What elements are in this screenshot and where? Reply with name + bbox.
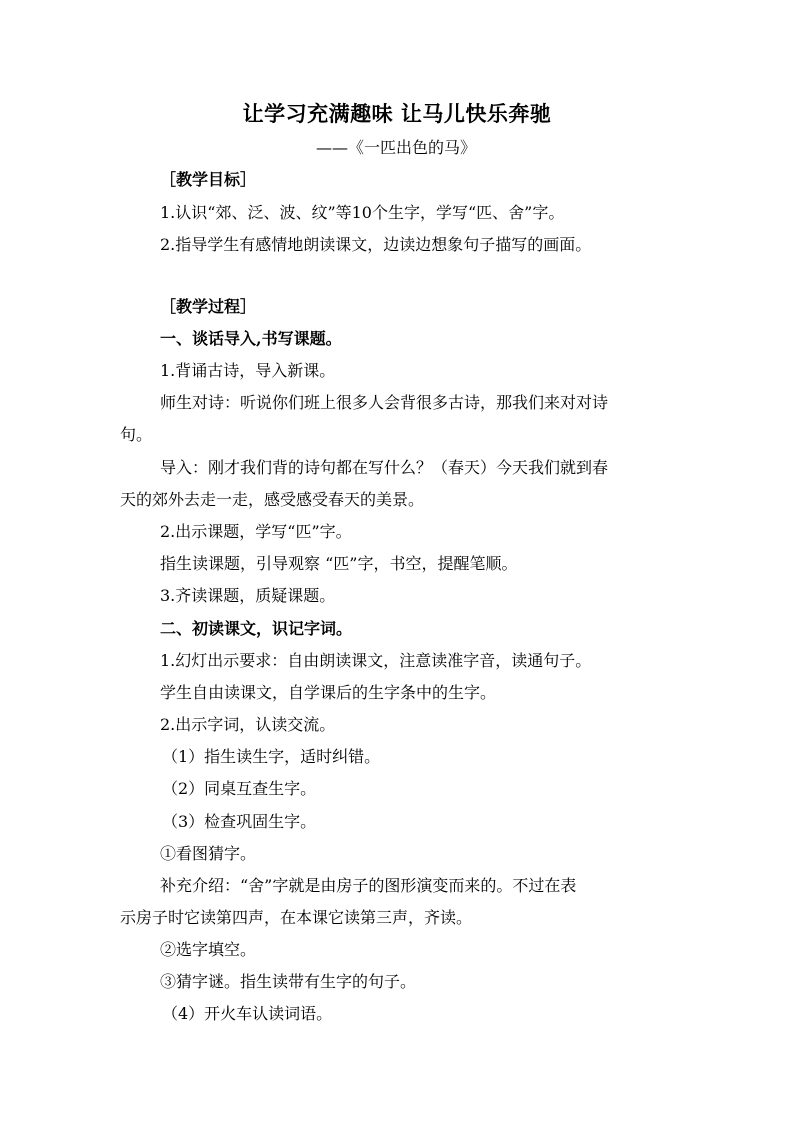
page-subtitle: ——《一匹出色的马》 bbox=[316, 138, 477, 157]
paragraph: 师生对诗：听说你们班上很多人会背很多古诗，那我们来对对诗 bbox=[160, 393, 609, 412]
paragraph: ②选字填空。 bbox=[160, 940, 257, 959]
paragraph: （4）开火车认读词语。 bbox=[162, 1004, 333, 1023]
paragraph: （3）检查巩固生字。 bbox=[162, 812, 317, 831]
paragraph: 学生自由读课文，自学课后的生字条中的生字。 bbox=[160, 683, 497, 702]
paragraph: 指生读课题，引导观察 “匹”字，书空，提醒笔顺。 bbox=[160, 554, 518, 573]
paragraph: 天的郊外去走一走，感受感受春天的美景。 bbox=[120, 490, 425, 509]
paragraph: 导入：刚才我们背的诗句都在写什么？（春天）今天我们就到春 bbox=[160, 458, 609, 477]
paragraph: 句。 bbox=[120, 425, 153, 444]
paragraph: 1.背诵古诗，导入新课。 bbox=[160, 361, 336, 380]
goals-heading: ［教学目标］ bbox=[160, 170, 257, 189]
paragraph: （2）同桌互查生字。 bbox=[162, 779, 317, 798]
paragraph: 示房子时它读第四声，在本课它读第三声，齐读。 bbox=[120, 908, 473, 927]
section-heading: 二、初读课文，识记字词。 bbox=[160, 619, 353, 638]
paragraph: ①看图猜字。 bbox=[160, 844, 257, 863]
process-heading: ［教学过程］ bbox=[160, 297, 257, 316]
goal-item: 2.指导学生有感情地朗读课文，边读边想象句子描写的画面。 bbox=[160, 235, 592, 254]
paragraph: 2.出示课题，学写“匹”字。 bbox=[160, 522, 352, 541]
paragraph: 2.出示字词，认读交流。 bbox=[160, 715, 336, 734]
paragraph: 3.齐读课题，质疑课题。 bbox=[160, 586, 336, 605]
paragraph: 1.幻灯出示要求：自由朗读课文，注意读准字音，读通句子。 bbox=[160, 651, 592, 670]
section-heading: 一、谈话导入,书写课题。 bbox=[160, 329, 342, 348]
paragraph: （1）指生读生字，适时纠错。 bbox=[162, 747, 381, 766]
page-title: 让学习充满趣味 让马儿快乐奔驰 bbox=[242, 101, 552, 126]
paragraph: ③猜字谜。指生读带有生字的句子。 bbox=[160, 972, 417, 991]
goal-item: 1.认识“郊、泛、波、纹”等10个生字，学写“匹、舍”字。 bbox=[160, 203, 565, 222]
paragraph: 补充介绍：“舍”字就是由房子的图形演变而来的。不过在表 bbox=[160, 876, 577, 895]
